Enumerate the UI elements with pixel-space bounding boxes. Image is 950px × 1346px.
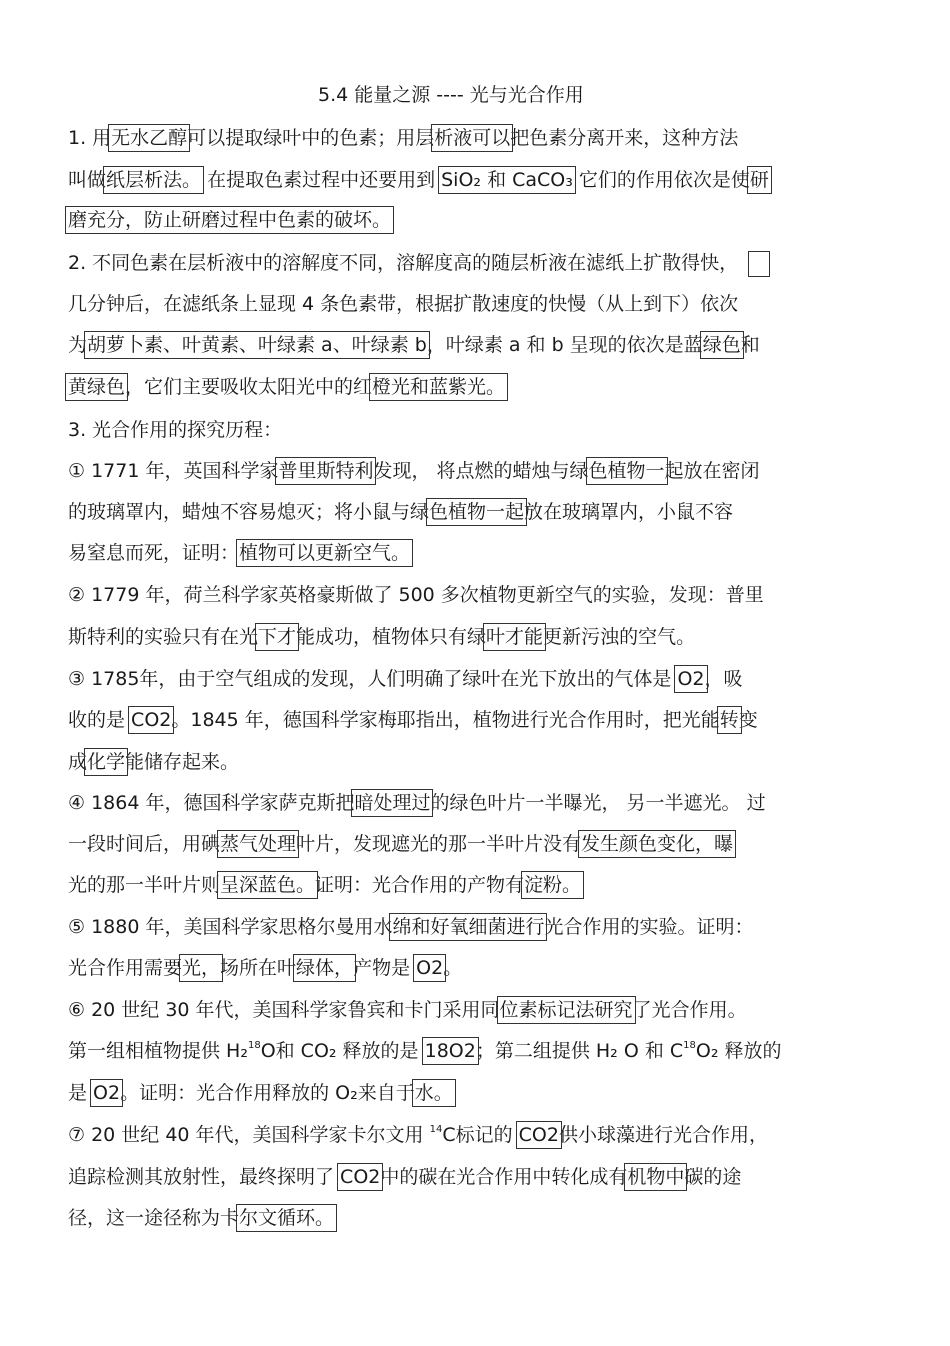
answer-box: O2 [93, 1082, 121, 1104]
text-line [68, 1080, 453, 1106]
text-run: 发现， 将点燃的蜡烛与绿 [373, 460, 589, 482]
text-run: 可以提取绿叶中的色素；用层 [187, 127, 435, 149]
text-run: 了光合作用。 [632, 999, 747, 1021]
text-run: 3. 光合作用的探究历程： [68, 419, 283, 441]
answer-box: 绿色 [702, 334, 741, 356]
text-run: ；第二组提供 H₂ O 和 C [475, 1040, 684, 1062]
text-run: 1. 用 [68, 127, 112, 149]
answer-box: 机物中 [627, 1166, 685, 1188]
text-line [68, 499, 733, 525]
text-run: ⑥ 20 世纪 30 年代，美国科学家鲁宾和卡门采用同 [68, 999, 500, 1021]
text-run: 几分钟后，在滤纸条上显现 4 条色素带，根据扩散速度的快慢（从上到下）依次 [68, 293, 739, 315]
answer-box: 淀粉。 [524, 874, 582, 896]
answer-box: 暗处理过 [354, 792, 431, 814]
text-run: O和 CO₂ 释放的是 [260, 1040, 425, 1062]
answer-box: 析液可以 [434, 127, 511, 149]
answer-box: 普里斯特利 [278, 460, 374, 482]
answer-box: 化学 [87, 751, 126, 773]
answer-box: 纸层析法。 [106, 169, 202, 191]
text-line [68, 125, 738, 151]
text-line [68, 458, 760, 484]
answer-box: CO2 [518, 1124, 559, 1146]
answer-box: CO2 [131, 709, 172, 731]
text-run: 2. 不同色素在层析液中的溶解度不同，溶解度高的随层析液在滤纸上扩散得快， [68, 252, 739, 274]
answer-box: 位素标记法研究 [499, 999, 633, 1021]
answer-box: 光， [182, 957, 221, 979]
text-run: C标记的 [442, 1124, 519, 1146]
text-line [68, 955, 462, 981]
text-run: 场所在叶 [220, 957, 297, 979]
text-run: 光合作用的实验。证明： [544, 916, 754, 938]
answer-box: 磨充分，防止研磨过程中色素的破坏。 [68, 209, 392, 231]
text-run: 为 [68, 334, 88, 356]
text-run: ② 1779 年，荷兰科学家英格豪斯做了 500 多次植物更新空气的实验，发现：普里 [68, 584, 764, 606]
answer-box: 叶才能 [486, 626, 544, 648]
answer-box: 下才 [258, 626, 297, 648]
superscript: 18 [247, 1040, 261, 1051]
text-run: 能储存起来。 [125, 751, 240, 773]
text-line [68, 1205, 334, 1231]
text-run: 一段时间后，用碘 [68, 833, 221, 855]
text-run: 叫做 [68, 169, 107, 191]
text-line [68, 582, 764, 608]
text-line [68, 914, 754, 940]
answer-box: 色植物一 [588, 460, 665, 482]
text-run: ③ 1785年，由于空气组成的发现，人们明确了绿叶在光下放出的气体是 [68, 668, 678, 690]
answer-box: 呈深蓝色。 [220, 874, 316, 896]
answer-box: 黄绿色 [68, 376, 126, 398]
answer-box: 发生颜色变化，曝 [581, 833, 734, 855]
answer-box: 研 [749, 169, 769, 191]
text-line [68, 167, 769, 193]
answer-box: 转 [719, 709, 739, 731]
text-line [68, 250, 770, 277]
text-run: 易窒息而死，证明： [68, 542, 240, 564]
text-line [68, 707, 758, 733]
answer-box: CO2 [340, 1166, 381, 1188]
text-line [68, 207, 391, 233]
text-run: ，它们主要吸收太阳光中的红 [125, 376, 373, 398]
answer-box: 无水乙醇 [111, 127, 188, 149]
answer-box: 绵和好氧细菌进行 [392, 916, 545, 938]
text-run: 。 [443, 957, 463, 979]
text-run: ⑤ 1880 年，美国科学家思格尔曼用水 [68, 916, 393, 938]
answer-box: 绿体， [296, 957, 354, 979]
text-run: ，吸 [704, 668, 743, 690]
text-line [68, 831, 733, 857]
text-line [68, 1038, 782, 1064]
text-line [68, 332, 760, 358]
text-line [68, 790, 766, 816]
text-run: 产物是 [353, 957, 417, 979]
text-line [68, 872, 581, 898]
page-title: 5.4 能量之源 ---- 光与光合作用 [318, 84, 584, 106]
text-run: 它们的作用依次是使 [572, 169, 750, 191]
answer-box: 胡萝卜素、叶黄素、叶绿素 a、叶绿素 b [87, 334, 427, 356]
text-run: 起放在密闭 [664, 460, 760, 482]
text-run: 第一组相植物提供 H₂ [68, 1040, 248, 1062]
text-run: 收的是 [68, 709, 132, 731]
text-run: 在提取色素过程中还要用到 [201, 169, 442, 191]
text-run: 。1845 年，德国科学家梅耶指出，植物进行光合作用时，把光能 [171, 709, 720, 731]
text-run: 碳的途 [684, 1166, 742, 1188]
text-run: 更新污浊的空气。 [543, 626, 696, 648]
text-run: 中的碳在光合作用中转化成有 [380, 1166, 628, 1188]
superscript: 18 [683, 1040, 696, 1051]
text-line [68, 374, 505, 400]
answer-box: 18O2 [424, 1040, 476, 1062]
answer-box: 植物可以更新空气。 [239, 542, 411, 564]
text-run: 。证明：光合作用释放的 O₂来自于 [120, 1082, 415, 1104]
text-run: 径，这一途径称为卡 [68, 1207, 240, 1229]
text-run: 变 [738, 709, 758, 731]
text-line [68, 749, 239, 775]
text-run: 和 [740, 334, 760, 356]
text-run: 追踪检测其放射性，最终探明了 [68, 1166, 341, 1188]
text-run: ④ 1864 年，德国科学家萨克斯把 [68, 792, 355, 814]
answer-box: 色植物一起 [429, 501, 525, 523]
text-run: 证明：光合作用的产物有 [315, 874, 525, 896]
text-run: 把色素分离开来，这种方法 [510, 127, 739, 149]
answer-box: O2 [677, 668, 705, 690]
text-line [68, 1122, 768, 1148]
text-run: ① 1771 年，英国科学家 [68, 460, 279, 482]
text-line [68, 291, 738, 317]
text-line [68, 624, 695, 650]
answer-box: SiO₂ 和 CaCO₃ [441, 169, 573, 191]
text-run: 光合作用需要 [68, 957, 183, 979]
text-line [68, 417, 282, 443]
text-run: 成 [68, 751, 88, 773]
answer-box: O2 [416, 957, 444, 979]
text-line [68, 997, 747, 1023]
text-run: 叶片，发现遮光的那一半叶片没有 [296, 833, 582, 855]
text-line [68, 1164, 741, 1190]
text-run: ⑦ 20 世纪 40 年代，美国科学家卡尔文用 [68, 1124, 430, 1146]
text-line [68, 666, 743, 692]
text-run: 斯特利的实验只有在光 [68, 626, 259, 648]
answer-box: 尔文循环。 [239, 1207, 335, 1229]
text-run: 能成功，植物体只有绿 [296, 626, 487, 648]
superscript: 14 [429, 1124, 443, 1135]
text-run: 供小球藻进行光合作用， [558, 1124, 768, 1146]
text-run: ，叶绿素 a 和 b 呈现的依次是蓝 [426, 334, 703, 356]
text-run: 是 [68, 1082, 94, 1104]
text-run: 的绿色叶片一半曝光， 另一半遮光。 过 [430, 792, 766, 814]
text-run: 放在玻璃罩内，小鼠不容 [524, 501, 734, 523]
answer-box: 蒸气处理 [220, 833, 297, 855]
answer-box: 橙光和蓝紫光。 [372, 376, 506, 398]
text-run: O₂ 释放的 [695, 1040, 782, 1062]
answer-box: 水。 [414, 1082, 453, 1104]
text-run: 的玻璃罩内，蜡烛不容易熄灭；将小鼠与绿 [68, 501, 430, 523]
empty-answer-box [748, 251, 770, 277]
text-run: 光的那一半叶片则 [68, 874, 221, 896]
text-line [68, 540, 410, 566]
